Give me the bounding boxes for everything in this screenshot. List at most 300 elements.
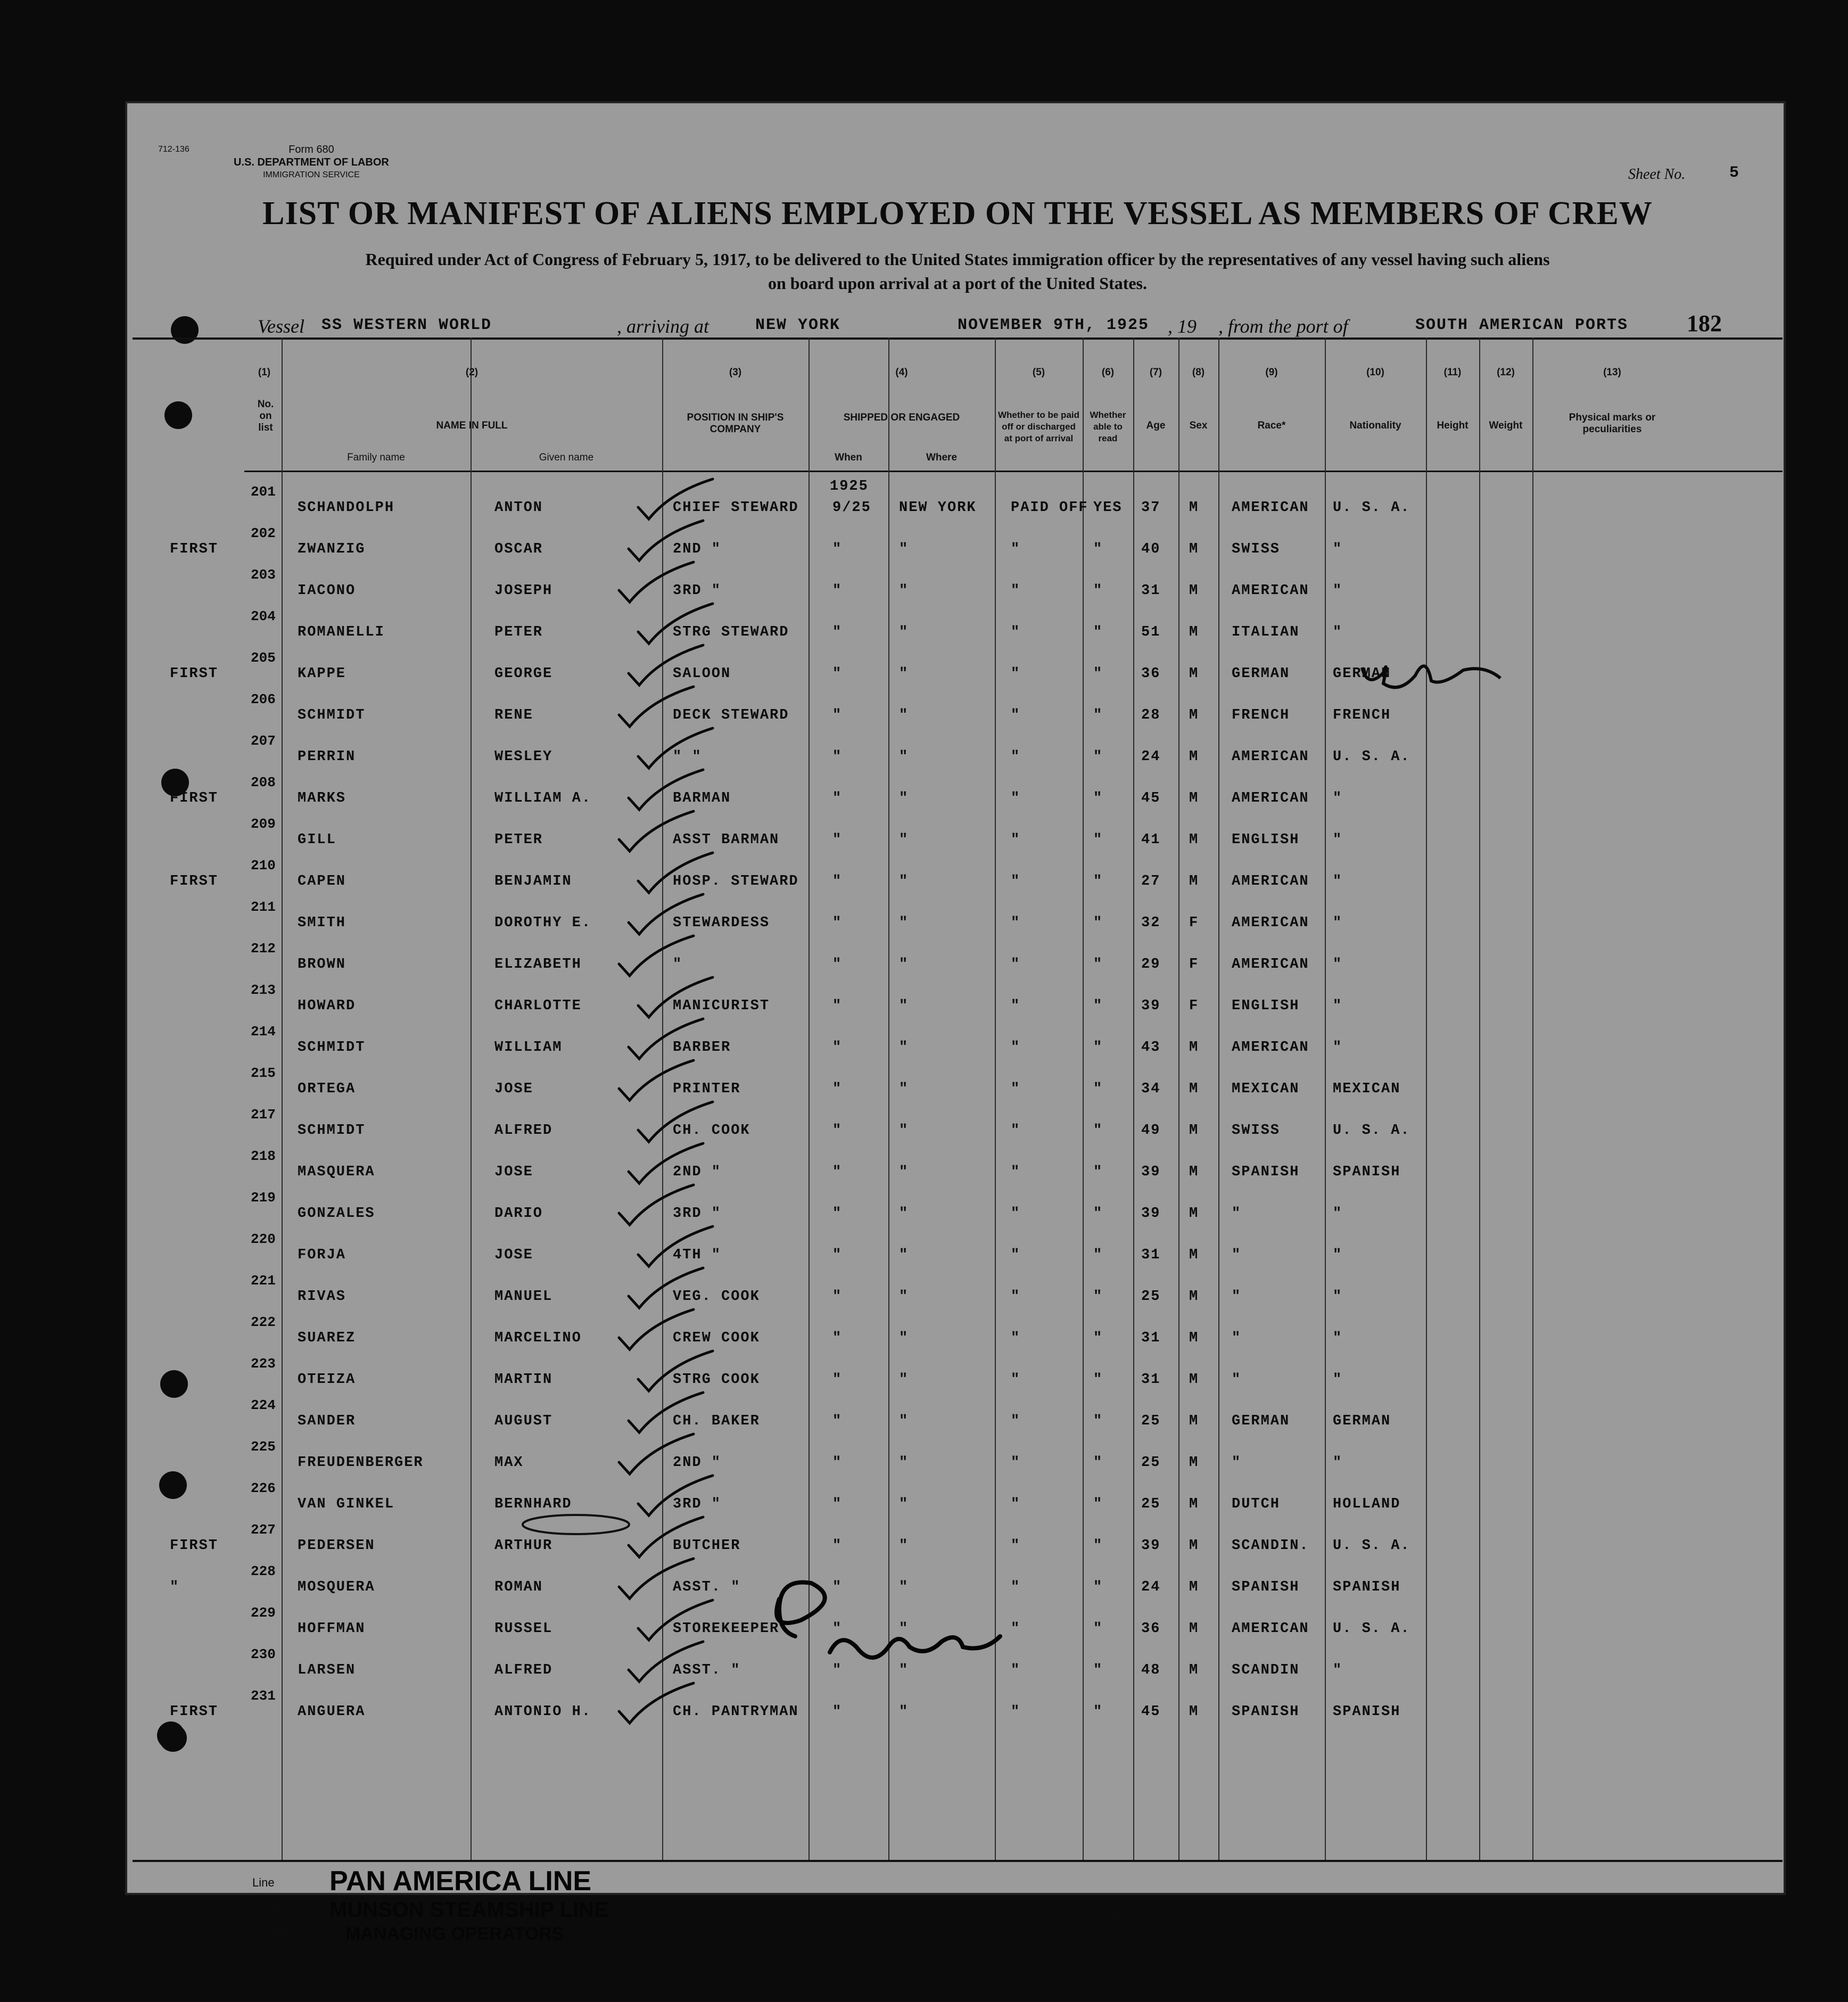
- row-shipped-when: ": [832, 957, 843, 973]
- row-position: CH. BAKER: [673, 1413, 760, 1429]
- row-list-number: 221: [251, 1273, 276, 1289]
- row-shipped-where: ": [899, 749, 909, 765]
- row-able-to-read: ": [1093, 874, 1103, 889]
- sheet-number-label: Sheet No.: [1628, 166, 1686, 183]
- row-race: SPANISH: [1232, 1579, 1300, 1595]
- department-name: U.S. DEPARTMENT OF LABOR: [234, 156, 389, 168]
- row-list-number: 228: [251, 1563, 276, 1579]
- row-able-to-read: ": [1093, 998, 1103, 1014]
- row-family-name: HOWARD: [298, 998, 356, 1014]
- col-11-header: Height: [1437, 420, 1468, 431]
- row-given-name: PETER: [494, 624, 543, 640]
- row-paid-off: ": [1011, 1206, 1021, 1222]
- row-shipped-where: ": [899, 1247, 909, 1263]
- row-position: ASST. ": [673, 1579, 741, 1595]
- col-7-number: (7): [1149, 367, 1162, 378]
- row-race: SCANDIN: [1232, 1662, 1300, 1678]
- col-2b-header: Given name: [539, 452, 594, 463]
- row-family-name: KAPPE: [298, 666, 346, 682]
- row-shipped-where: ": [899, 1455, 909, 1471]
- row-race: AMERICAN: [1232, 957, 1309, 973]
- row-nationality: ": [1333, 1289, 1343, 1305]
- col-8-number: (8): [1192, 367, 1205, 378]
- row-given-name: JOSE: [494, 1164, 533, 1180]
- check-mark: [629, 770, 703, 810]
- row-family-name: CAPEN: [298, 874, 346, 889]
- row-shipped-when: ": [832, 1206, 843, 1222]
- row-nationality: GERMAN: [1333, 1413, 1391, 1429]
- row-nationality: SPANISH: [1333, 1579, 1401, 1595]
- document-title: LIST OR MANIFEST OF ALIENS EMPLOYED ON THE VESSEL AS MEMBERS OF CREW: [262, 195, 1653, 232]
- row-able-to-read: ": [1093, 1496, 1103, 1512]
- row-family-name: OTEIZA: [298, 1372, 356, 1388]
- row-paid-off: ": [1011, 1330, 1021, 1346]
- row-shipped-where: ": [899, 1621, 909, 1637]
- col-6-header: Whether able to read: [1090, 410, 1126, 443]
- row-paid-off: ": [1011, 874, 1021, 889]
- row-able-to-read: ": [1093, 749, 1103, 765]
- row-given-name: ANTON: [494, 500, 543, 516]
- shipped-year: 1925: [830, 479, 869, 495]
- row-able-to-read: YES: [1093, 500, 1123, 516]
- row-race: ITALIAN: [1232, 624, 1300, 640]
- row-shipped-when: ": [832, 1496, 843, 1512]
- check-mark: [638, 1226, 713, 1266]
- row-shipped-when: ": [832, 583, 843, 599]
- check-mark: [629, 1268, 703, 1308]
- row-position: " ": [673, 749, 702, 765]
- row-sex: M: [1189, 624, 1199, 640]
- row-given-name: RUSSEL: [494, 1621, 553, 1637]
- row-shipped-when: ": [832, 1372, 843, 1388]
- row-age: 39: [1141, 1538, 1161, 1554]
- row-family-name: ANGUERA: [298, 1704, 366, 1720]
- row-sex: M: [1189, 1164, 1199, 1180]
- row-position: CHIEF STEWARD: [673, 500, 799, 516]
- row-family-name: RIVAS: [298, 1289, 346, 1305]
- row-able-to-read: ": [1093, 790, 1103, 806]
- col-5-header: Whether to be paid off or discharged at port of arrival: [998, 410, 1079, 443]
- row-shipped-where: ": [899, 915, 909, 931]
- check-mark: [619, 562, 694, 602]
- row-shipped-when: ": [832, 541, 843, 557]
- row-shipped-where: ": [899, 1123, 909, 1139]
- check-mark: [629, 1517, 703, 1557]
- row-paid-off: PAID OFF: [1011, 500, 1088, 516]
- row-sex: M: [1189, 1704, 1199, 1720]
- row-given-name: OSCAR: [494, 541, 543, 557]
- row-shipped-when: ": [832, 874, 843, 889]
- row-shipped-where: ": [899, 1538, 909, 1554]
- row-shipped-when: ": [832, 1289, 843, 1305]
- row-position: MANICURIST: [673, 998, 770, 1014]
- row-paid-off: ": [1011, 1496, 1021, 1512]
- row-sex: M: [1189, 790, 1199, 806]
- row-given-name: WESLEY: [494, 749, 553, 765]
- service-name: IMMIGRATION SERVICE: [263, 170, 360, 179]
- row-position: ": [673, 957, 683, 973]
- check-mark: [638, 1600, 713, 1640]
- check-mark: [619, 1309, 694, 1349]
- line-label: Line: [252, 1876, 275, 1889]
- row-nationality: ": [1333, 1040, 1343, 1056]
- row-shipped-where: ": [899, 666, 909, 682]
- row-age: 31: [1141, 583, 1161, 599]
- row-shipped-when: ": [832, 1704, 843, 1720]
- check-mark: [629, 1019, 703, 1059]
- row-sex: F: [1189, 957, 1199, 973]
- row-shipped-where: ": [899, 583, 909, 599]
- row-list-number: 229: [251, 1605, 276, 1621]
- row-position: SALOON: [673, 666, 731, 682]
- row-paid-off: ": [1011, 1247, 1021, 1263]
- row-race: AMERICAN: [1232, 790, 1309, 806]
- row-shipped-where: ": [899, 1413, 909, 1429]
- row-given-name: JOSE: [494, 1081, 533, 1097]
- from-port: SOUTH AMERICAN PORTS: [1415, 316, 1629, 334]
- row-list-number: 206: [251, 691, 276, 707]
- row-paid-off: ": [1011, 790, 1021, 806]
- row-list-number: 217: [251, 1107, 276, 1123]
- arrival-date: NOVEMBER 9TH, 1925: [958, 316, 1150, 334]
- row-family-name: PERRIN: [298, 749, 356, 765]
- row-paid-off: ": [1011, 583, 1021, 599]
- row-family-name: MASQUERA: [298, 1164, 375, 1180]
- row-able-to-read: ": [1093, 832, 1103, 848]
- row-nationality: U. S. A.: [1333, 1621, 1410, 1637]
- row-nationality: ": [1333, 624, 1343, 640]
- row-position: 3RD ": [673, 1206, 722, 1222]
- check-mark: [619, 1060, 694, 1100]
- row-shipped-where: ": [899, 707, 909, 723]
- row-paid-off: ": [1011, 1081, 1021, 1097]
- check-mark: [629, 1642, 703, 1682]
- row-shipped-when: ": [832, 1164, 843, 1180]
- row-list-number: 202: [251, 525, 276, 541]
- row-shipped-when: ": [832, 832, 843, 848]
- margin-mark: FIRST: [170, 874, 219, 889]
- row-sex: M: [1189, 749, 1199, 765]
- row-age: 49: [1141, 1123, 1161, 1139]
- owners-value: MUNSON STEAMSHIP LINE: [329, 1898, 608, 1922]
- col-4a-header: When: [835, 452, 862, 463]
- row-age: 45: [1141, 1704, 1161, 1720]
- row-nationality: SPANISH: [1333, 1164, 1401, 1180]
- margin-mark: FIRST: [170, 1704, 219, 1720]
- row-nationality: HOLLAND: [1333, 1496, 1401, 1512]
- row-shipped-when: 9/25: [832, 500, 871, 516]
- row-shipped-where: NEW YORK: [899, 500, 977, 516]
- row-sex: M: [1189, 1123, 1199, 1139]
- col-10-header: Nationality: [1349, 420, 1401, 431]
- col-12-number: (12): [1497, 367, 1515, 378]
- row-position: CREW COOK: [673, 1330, 760, 1346]
- row-shipped-where: ": [899, 1289, 909, 1305]
- row-race: AMERICAN: [1232, 915, 1309, 931]
- row-age: 25: [1141, 1455, 1161, 1471]
- row-age: 36: [1141, 1621, 1161, 1637]
- row-race: ": [1232, 1206, 1242, 1222]
- row-able-to-read: ": [1093, 1247, 1103, 1263]
- row-shipped-where: ": [899, 832, 909, 848]
- col-3-number: (3): [729, 367, 742, 378]
- row-family-name: SCHMIDT: [298, 1040, 366, 1056]
- local-agents-label: Local Agents: [250, 1926, 317, 1940]
- row-age: 39: [1141, 998, 1161, 1014]
- margin-mark: ": [170, 1579, 180, 1595]
- col-2-number: (2): [465, 367, 478, 378]
- row-shipped-where: ": [899, 790, 909, 806]
- col-12-header: Weight: [1489, 420, 1523, 431]
- row-sex: M: [1189, 1662, 1199, 1678]
- row-race: SCANDIN.: [1232, 1538, 1309, 1554]
- row-family-name: HOFFMAN: [298, 1621, 366, 1637]
- row-position: STRG STEWARD: [673, 624, 789, 640]
- row-race: DUTCH: [1232, 1496, 1281, 1512]
- row-paid-off: ": [1011, 1538, 1021, 1554]
- row-age: 51: [1141, 624, 1161, 640]
- margin-mark: FIRST: [170, 790, 219, 806]
- row-nationality: ": [1333, 832, 1343, 848]
- row-shipped-where: ": [899, 1206, 909, 1222]
- row-list-number: 201: [251, 484, 276, 500]
- row-shipped-where: ": [899, 1081, 909, 1097]
- row-family-name: GONZALES: [298, 1206, 375, 1222]
- vessel-label: Vessel: [258, 316, 304, 337]
- row-nationality: ": [1333, 1330, 1343, 1346]
- row-list-number: 223: [251, 1356, 276, 1372]
- col-6-number: (6): [1101, 367, 1115, 378]
- row-race: GERMAN: [1232, 666, 1290, 682]
- row-sex: M: [1189, 1538, 1199, 1554]
- row-able-to-read: ": [1093, 915, 1103, 931]
- row-paid-off: ": [1011, 1704, 1021, 1720]
- row-paid-off: ": [1011, 1579, 1021, 1595]
- row-age: 24: [1141, 749, 1161, 765]
- row-shipped-when: ": [832, 1579, 843, 1595]
- check-mark: [629, 521, 703, 561]
- col-2a-header: Family name: [347, 452, 405, 463]
- check-mark: [638, 977, 713, 1017]
- row-age: 39: [1141, 1206, 1161, 1222]
- row-position: 4TH ": [673, 1247, 722, 1263]
- col-3-header: POSITION IN SHIP'S COMPANY: [687, 412, 784, 435]
- row-family-name: SUAREZ: [298, 1330, 356, 1346]
- row-shipped-when: ": [832, 1330, 843, 1346]
- row-list-number: 222: [251, 1314, 276, 1330]
- row-paid-off: ": [1011, 915, 1021, 931]
- vessel-name: SS WESTERN WORLD: [321, 316, 492, 334]
- row-given-name: MARTIN: [494, 1372, 553, 1388]
- row-age: 31: [1141, 1247, 1161, 1263]
- row-shipped-when: ": [832, 1662, 843, 1678]
- row-able-to-read: ": [1093, 1164, 1103, 1180]
- row-family-name: FORJA: [298, 1247, 346, 1263]
- row-shipped-where: ": [899, 998, 909, 1014]
- row-given-name: ALFRED: [494, 1662, 553, 1678]
- row-given-name: MANUEL: [494, 1289, 553, 1305]
- row-position: HOSP. STEWARD: [673, 874, 799, 889]
- row-list-number: 213: [251, 982, 276, 998]
- row-shipped-when: ": [832, 998, 843, 1014]
- row-given-name: WILLIAM A.: [494, 790, 592, 806]
- row-family-name: LARSEN: [298, 1662, 356, 1678]
- row-family-name: MOSQUERA: [298, 1579, 375, 1595]
- row-race: ENGLISH: [1232, 832, 1300, 848]
- row-sex: M: [1189, 1413, 1199, 1429]
- row-shipped-where: ": [899, 541, 909, 557]
- row-given-name: CHARLOTTE: [494, 998, 582, 1014]
- row-able-to-read: ": [1093, 1206, 1103, 1222]
- row-paid-off: ": [1011, 541, 1021, 557]
- row-nationality: ": [1333, 1247, 1343, 1263]
- row-nationality: ": [1333, 1372, 1343, 1388]
- row-position: VEG. COOK: [673, 1289, 760, 1305]
- row-race: SPANISH: [1232, 1164, 1300, 1180]
- row-paid-off: ": [1011, 749, 1021, 765]
- check-mark: [629, 1143, 703, 1183]
- row-list-number: 203: [251, 567, 276, 583]
- row-age: 40: [1141, 541, 1161, 557]
- row-position: STOREKEEPER: [673, 1621, 780, 1637]
- check-mark: [619, 1434, 694, 1474]
- arrival-port: NEW YORK: [755, 316, 841, 334]
- row-family-name: GILL: [298, 832, 336, 848]
- row-race: ": [1232, 1330, 1242, 1346]
- row-sex: M: [1189, 1206, 1199, 1222]
- row-shipped-when: ": [832, 1040, 843, 1056]
- col-9-number: (9): [1265, 367, 1278, 378]
- row-list-number: 224: [251, 1397, 276, 1413]
- col-9-header: Race*: [1257, 420, 1286, 431]
- row-paid-off: ": [1011, 1123, 1021, 1139]
- row-sex: M: [1189, 874, 1199, 889]
- col-7-header: Age: [1146, 420, 1166, 431]
- owners-label: Owners: [250, 1902, 290, 1916]
- check-mark: [638, 853, 713, 893]
- row-given-name: MAX: [494, 1455, 524, 1471]
- row-position: BARMAN: [673, 790, 731, 806]
- row-age: 24: [1141, 1579, 1161, 1595]
- row-family-name: SANDER: [298, 1413, 356, 1429]
- row-given-name: BERNHARD: [494, 1496, 572, 1512]
- row-able-to-read: ": [1093, 1413, 1103, 1429]
- row-shipped-when: ": [832, 1123, 843, 1139]
- check-mark: [638, 728, 713, 768]
- check-mark: [638, 604, 713, 644]
- row-sex: M: [1189, 666, 1199, 682]
- row-list-number: 218: [251, 1148, 276, 1164]
- row-position: 3RD ": [673, 583, 722, 599]
- row-paid-off: ": [1011, 1662, 1021, 1678]
- row-list-number: 226: [251, 1480, 276, 1496]
- row-family-name: BROWN: [298, 957, 346, 973]
- row-shipped-when: ": [832, 707, 843, 723]
- row-sex: M: [1189, 1330, 1199, 1346]
- row-race: SPANISH: [1232, 1704, 1300, 1720]
- row-able-to-read: ": [1093, 1330, 1103, 1346]
- row-paid-off: ": [1011, 666, 1021, 682]
- form-number: Form 680: [288, 144, 334, 155]
- row-shipped-when: ": [832, 666, 843, 682]
- row-able-to-read: ": [1093, 1372, 1103, 1388]
- row-shipped-when: ": [832, 1621, 843, 1637]
- row-list-number: 230: [251, 1646, 276, 1662]
- margin-mark: FIRST: [170, 541, 219, 557]
- check-mark: [629, 894, 703, 934]
- row-race: SWISS: [1232, 1123, 1281, 1139]
- row-position: DECK STEWARD: [673, 707, 789, 723]
- row-sex: M: [1189, 1289, 1199, 1305]
- row-given-name: JOSEPH: [494, 583, 553, 599]
- row-able-to-read: ": [1093, 583, 1103, 599]
- row-able-to-read: ": [1093, 1579, 1103, 1595]
- row-able-to-read: ": [1093, 707, 1103, 723]
- row-list-number: 231: [251, 1688, 276, 1704]
- check-mark: [629, 645, 703, 685]
- row-shipped-where: ": [899, 624, 909, 640]
- row-race: FRENCH: [1232, 707, 1290, 723]
- row-able-to-read: ": [1093, 624, 1103, 640]
- row-age: 31: [1141, 1330, 1161, 1346]
- row-age: 31: [1141, 1372, 1161, 1388]
- row-age: 43: [1141, 1040, 1161, 1056]
- row-position: STEWARDESS: [673, 915, 770, 931]
- row-able-to-read: ": [1093, 1081, 1103, 1097]
- row-list-number: 227: [251, 1522, 276, 1538]
- row-shipped-when: ": [832, 915, 843, 931]
- row-position: BARBER: [673, 1040, 731, 1056]
- row-age: 36: [1141, 666, 1161, 682]
- row-nationality: ": [1333, 583, 1343, 599]
- row-race: AMERICAN: [1232, 1040, 1309, 1056]
- row-position: 2ND ": [673, 1455, 722, 1471]
- row-able-to-read: ": [1093, 1621, 1103, 1637]
- row-age: 34: [1141, 1081, 1161, 1097]
- row-race: ": [1232, 1289, 1242, 1305]
- row-paid-off: ": [1011, 624, 1021, 640]
- row-shipped-when: ": [832, 1538, 843, 1554]
- row-nationality: FRENCH: [1333, 707, 1391, 723]
- col-5-number: (5): [1032, 367, 1045, 378]
- check-mark: [619, 1683, 694, 1723]
- col-4-number: (4): [895, 367, 908, 378]
- row-shipped-where: ": [899, 1496, 909, 1512]
- row-able-to-read: ": [1093, 1704, 1103, 1720]
- row-nationality: U. S. A.: [1333, 500, 1410, 516]
- row-age: 29: [1141, 957, 1161, 973]
- row-able-to-read: ": [1093, 1289, 1103, 1305]
- row-given-name: GEORGE: [494, 666, 553, 682]
- row-sex: M: [1189, 832, 1199, 848]
- row-list-number: 214: [251, 1024, 276, 1040]
- row-given-name: AUGUST: [494, 1413, 553, 1429]
- row-given-name: JOSE: [494, 1247, 533, 1263]
- row-age: 27: [1141, 874, 1161, 889]
- row-given-name: DOROTHY E.: [494, 915, 592, 931]
- col-4-header: SHIPPED OR ENGAGED: [843, 412, 960, 423]
- row-nationality: ": [1333, 874, 1343, 889]
- row-sex: M: [1189, 1579, 1199, 1595]
- row-age: 28: [1141, 707, 1161, 723]
- col-13-number: (13): [1603, 367, 1621, 378]
- row-age: 41: [1141, 832, 1161, 848]
- row-paid-off: ": [1011, 707, 1021, 723]
- row-shipped-when: ": [832, 1247, 843, 1263]
- page-number: 182: [1687, 310, 1722, 336]
- row-race: SWISS: [1232, 541, 1281, 557]
- row-sex: M: [1189, 1621, 1199, 1637]
